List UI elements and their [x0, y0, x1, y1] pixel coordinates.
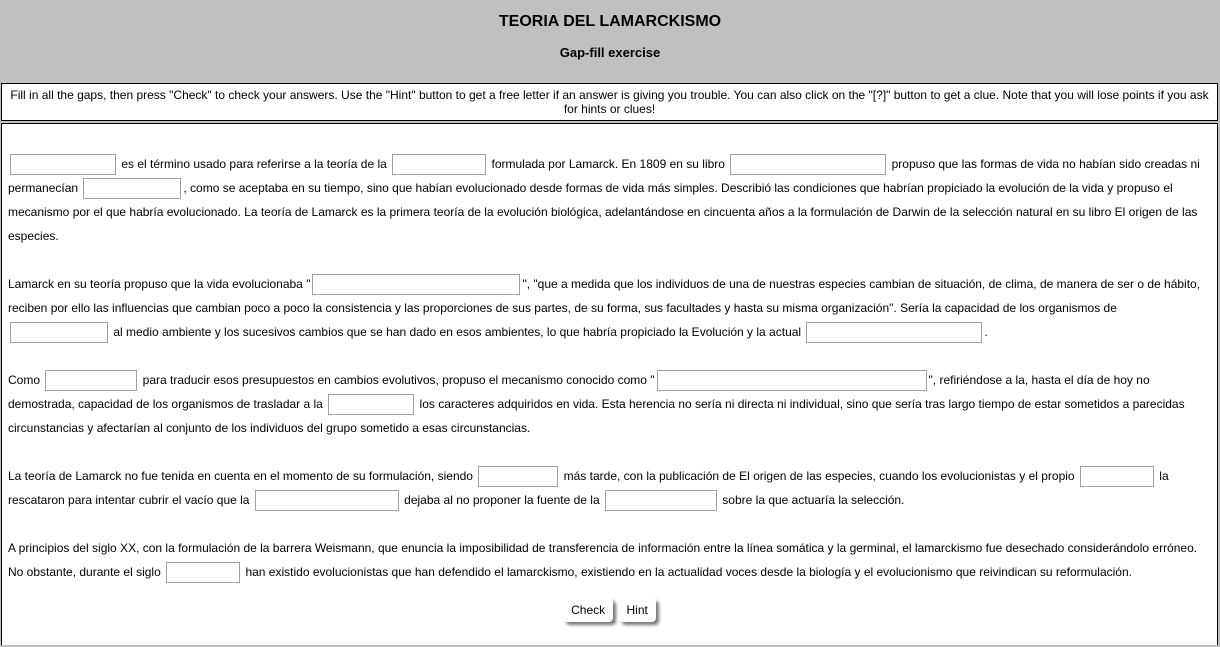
paragraph [8, 368, 1211, 440]
paragraph [8, 536, 1211, 584]
gap-input-10[interactable] [328, 394, 414, 415]
text-segment: es el término usado para referirse a la teoría de la [118, 157, 391, 171]
hint-button[interactable]: Hint [619, 598, 656, 622]
text-segment: para traducir esos presupuestos en cambios evolutivos, propuso el mecanismo conocido como " [139, 373, 655, 387]
check-button[interactable]: Check [563, 598, 613, 622]
text-segment: , como se aceptaba en su tiempo, sino que habían evolucionado desde formas de vida más simples. Describió las condiciones que habrían propiciado la evolución de la vida y propuso el mecanismo por el que habría evolucionado. La teoría de Lamarck es la primera teoría de la evolución biológica, adelantándose en cincuenta años a la formulación de Darwin de la selección natural en su libro El origen de las especies. [8, 181, 1198, 243]
text-segment: . [984, 325, 988, 339]
gap-input-13[interactable] [255, 490, 399, 511]
paragraph [8, 272, 1211, 344]
text-segment: A principios del siglo XX, con la formulación de la barrera Weismann, que enuncia la imposibilidad de transferencia de información entre la línea somática y la germinal, el lamarckismo fue desechado considerándolo erróneo. No obstante, durante el siglo [8, 541, 1198, 579]
gap-input-3[interactable] [730, 154, 886, 175]
text-segment: han existido evolucionistas que han defendido el lamarckismo, existiendo en la actualidad voces desde la biología y el evolucionismo que reivindican su reformulación. [242, 565, 1132, 579]
gap-input-9[interactable] [657, 370, 927, 391]
text-segment: la rescataron para intentar cubrir el vacío que la [8, 469, 1169, 507]
text-segment: formulada por Lamarck. En 1809 en su libro [488, 157, 729, 171]
gap-input-5[interactable] [312, 274, 520, 295]
exercise-text [8, 152, 1211, 584]
text-segment: propuso que las formas de vida no habían sido creadas ni permanecían [8, 157, 1200, 195]
text-segment: Lamarck en su teoría propuso que la vida evolucionaba " [8, 277, 311, 291]
text-segment: ", "que a medida que los individuos de una de nuestras especies cambian de situación, de clima, de manera de ser o de hábito, reciben por ello las influencias que cambian poco a poco la consistencia y las proporciones de sus partes, de su forma, sus facultades y hasta su misma organización". Sería la capacidad de los organismos de [8, 277, 1201, 315]
header [0, 0, 1220, 82]
text-segment: al medio ambiente y los sucesivos cambios que se han dado en esos ambientes, lo que habría propiciado la Evolución y la actual [110, 325, 805, 339]
instructions: Fill in all the gaps, then press "Check" to check your answers. Use the "Hint" button to get a free letter if an answer is giving you trouble. You can also click on the "[?]" button to get a clue. Note that you will lose points if you ask for hints or clues! [1, 83, 1218, 121]
exercise-body [1, 123, 1218, 645]
paragraph [8, 464, 1211, 512]
text-segment: Como [8, 373, 44, 387]
text-segment: sobre la que actuaría la selección. [718, 493, 905, 507]
gap-input-14[interactable] [605, 490, 717, 511]
gap-input-8[interactable] [45, 370, 137, 391]
gap-input-6[interactable] [10, 322, 108, 343]
gap-input-12[interactable] [1080, 466, 1154, 487]
text-segment: La teoría de Lamarck no fue tenida en cuenta en el momento de su formulación, siendo [8, 469, 477, 483]
text-segment: los caracteres adquiridos en vida. Esta herencia no sería ni directa ni individual, sino que sería tras largo tiempo de estar sometidos a parecidas circunstancias y afectarían al conjunto de los individuos del grupo sometido a esas circunstancias. [8, 397, 1185, 435]
page-subtitle: Gap-fill exercise [559, 45, 661, 60]
gap-input-11[interactable] [478, 466, 558, 487]
gap-input-4[interactable] [83, 178, 181, 199]
text-segment: más tarde, con la publicación de El origen de las especies, cuando los evolucionistas y el propio [560, 469, 1078, 483]
paragraph [8, 152, 1211, 248]
gap-input-7[interactable] [806, 322, 982, 343]
gap-input-2[interactable] [392, 154, 486, 175]
gap-input-1[interactable] [10, 154, 116, 175]
gap-input-15[interactable] [166, 562, 240, 583]
page-title: TEORIA DEL LAMARCKISMO [498, 13, 722, 30]
button-bar [8, 598, 1211, 622]
text-segment: ", refiriéndose a la, hasta el día de hoy no demostrada, capacidad de los organismos de trasladar a la [8, 373, 1150, 411]
text-segment: dejaba al no proponer la fuente de la [400, 493, 603, 507]
